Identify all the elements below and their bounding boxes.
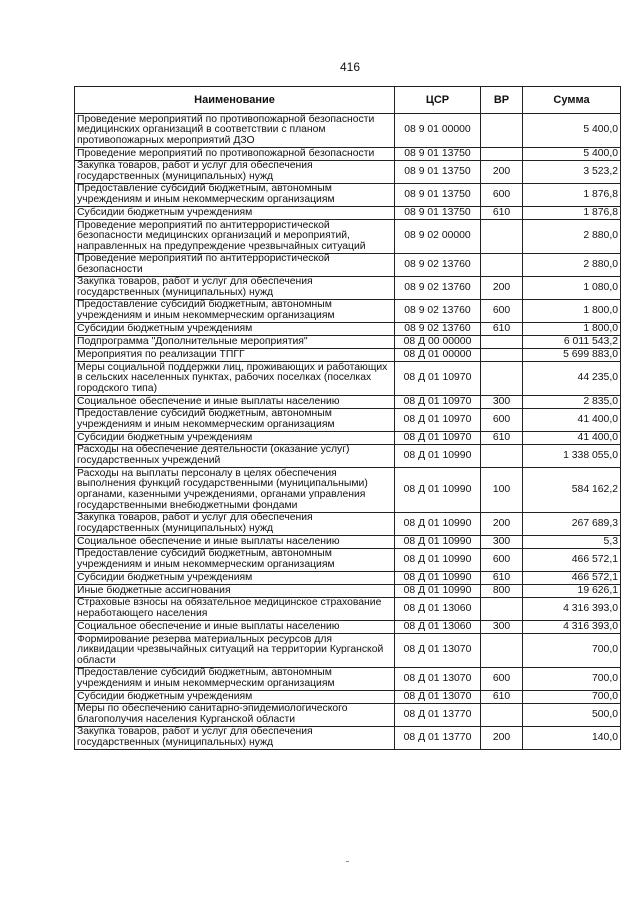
row-sum: 140,0: [523, 727, 621, 750]
row-sum: 1 338 055,0: [523, 445, 621, 468]
row-sum: 700,0: [523, 634, 621, 668]
row-name: Проведение мероприятий по антитеррористической безопасности: [75, 254, 395, 277]
row-vr: 200: [481, 161, 523, 184]
row-csr: 08 Д 01 10990: [395, 536, 481, 549]
row-name: Предоставление субсидий бюджетным, автономным учреждениям и иным некоммерческим организациям: [75, 549, 395, 572]
row-sum: 5 400,0: [523, 114, 621, 148]
row-name: Предоставление субсидий бюджетным, автономным учреждениям и иным некоммерческим организациям: [75, 184, 395, 207]
header-sum: Сумма: [523, 87, 621, 114]
row-vr: [481, 349, 523, 362]
row-csr: 08 Д 01 10990: [395, 585, 481, 598]
page-number: 416: [339, 60, 361, 74]
row-sum: 6 011 543,2: [523, 336, 621, 349]
table-row: [75, 207, 621, 220]
row-name: Субсидии бюджетным учреждениям: [75, 207, 395, 220]
row-sum: 3 523,2: [523, 161, 621, 184]
table-row: [75, 220, 621, 254]
row-name: Закупка товаров, работ и услуг для обеспечения государственных (муниципальных) нужд: [75, 277, 395, 300]
row-csr: 08 9 02 13760: [395, 277, 481, 300]
row-sum: 2 880,0: [523, 220, 621, 254]
row-sum: 5 699 883,0: [523, 349, 621, 362]
row-vr: 200: [481, 277, 523, 300]
row-csr: 08 9 01 00000: [395, 114, 481, 148]
table-row: [75, 621, 621, 634]
row-sum: 700,0: [523, 691, 621, 704]
budget-table: [74, 86, 621, 750]
table-row: [75, 549, 621, 572]
table-row: [75, 691, 621, 704]
row-sum: 5 400,0: [523, 148, 621, 161]
row-sum: 1 876,8: [523, 207, 621, 220]
row-name: Закупка товаров, работ и услуг для обеспечения государственных (муниципальных) нужд: [75, 513, 395, 536]
row-csr: 08 9 01 13750: [395, 184, 481, 207]
row-sum: 1 800,0: [523, 300, 621, 323]
row-name: Социальное обеспечение и иные выплаты населению: [75, 536, 395, 549]
row-vr: 610: [481, 572, 523, 585]
table-row: [75, 409, 621, 432]
table-row: [75, 468, 621, 513]
row-vr: [481, 254, 523, 277]
row-csr: 08 9 01 13750: [395, 148, 481, 161]
row-csr: 08 Д 01 13060: [395, 598, 481, 621]
row-name: Закупка товаров, работ и услуг для обеспечения государственных (муниципальных) нужд: [75, 727, 395, 750]
table-body: [75, 114, 621, 750]
table-row: [75, 572, 621, 585]
table-row: [75, 432, 621, 445]
row-vr: [481, 336, 523, 349]
row-vr: 600: [481, 184, 523, 207]
row-csr: 08 Д 01 10990: [395, 549, 481, 572]
row-csr: 08 Д 01 13770: [395, 704, 481, 727]
row-csr: 08 Д 01 13070: [395, 668, 481, 691]
row-name: Страховые взносы на обязательное медицинское страхование неработающего населения: [75, 598, 395, 621]
row-vr: 610: [481, 323, 523, 336]
header-vr: ВР: [481, 87, 523, 114]
row-sum: 466 572,1: [523, 572, 621, 585]
row-vr: [481, 598, 523, 621]
row-vr: [481, 220, 523, 254]
table-row: [75, 277, 621, 300]
row-vr: 200: [481, 727, 523, 750]
row-vr: 800: [481, 585, 523, 598]
row-vr: 300: [481, 536, 523, 549]
table-row: [75, 349, 621, 362]
row-name: Предоставление субсидий бюджетным, автономным учреждениям и иным некоммерческим организациям: [75, 668, 395, 691]
table-row: [75, 323, 621, 336]
row-vr: 610: [481, 432, 523, 445]
row-name: Закупка товаров, работ и услуг для обеспечения государственных (муниципальных) нужд: [75, 161, 395, 184]
row-vr: [481, 634, 523, 668]
row-name: Мероприятия по реализации ТПГГ: [75, 349, 395, 362]
row-csr: 08 Д 01 10990: [395, 513, 481, 536]
row-name: Проведение мероприятий по противопожарной безопасности: [75, 148, 395, 161]
row-csr: 08 Д 01 13770: [395, 727, 481, 750]
table-row: [75, 396, 621, 409]
table-row: [75, 727, 621, 750]
row-sum: 4 316 393,0: [523, 598, 621, 621]
row-vr: 300: [481, 396, 523, 409]
row-sum: 1 080,0: [523, 277, 621, 300]
row-vr: 100: [481, 468, 523, 513]
row-name: Субсидии бюджетным учреждениям: [75, 691, 395, 704]
row-sum: 1 800,0: [523, 323, 621, 336]
row-sum: 466 572,1: [523, 549, 621, 572]
row-csr: 08 Д 01 13070: [395, 691, 481, 704]
row-vr: 300: [481, 621, 523, 634]
table-row: [75, 336, 621, 349]
row-csr: 08 Д 01 10970: [395, 432, 481, 445]
row-csr: 08 9 02 13760: [395, 323, 481, 336]
row-csr: 08 9 01 13750: [395, 161, 481, 184]
table-row: [75, 300, 621, 323]
row-sum: 2 835,0: [523, 396, 621, 409]
row-csr: 08 Д 01 13070: [395, 634, 481, 668]
table-header-row: [75, 87, 621, 114]
table-row: [75, 148, 621, 161]
row-csr: 08 9 02 13760: [395, 254, 481, 277]
row-name: Предоставление субсидий бюджетным, автономным учреждениям и иным некоммерческим организациям: [75, 300, 395, 323]
table-row: [75, 362, 621, 396]
row-csr: 08 Д 01 10990: [395, 445, 481, 468]
row-name: Предоставление субсидий бюджетным, автономным учреждениям и иным некоммерческим организациям: [75, 409, 395, 432]
scan-mark: [346, 861, 349, 862]
row-csr: 08 Д 01 10990: [395, 468, 481, 513]
row-vr: 600: [481, 668, 523, 691]
table-row: [75, 634, 621, 668]
row-name: Формирование резерва материальных ресурсов для ликвидации чрезвычайных ситуаций на территории Курганской области: [75, 634, 395, 668]
table-row: [75, 161, 621, 184]
row-vr: 600: [481, 300, 523, 323]
row-name: Социальное обеспечение и иные выплаты населению: [75, 396, 395, 409]
row-csr: 08 Д 00 00000: [395, 336, 481, 349]
row-sum: 44 235,0: [523, 362, 621, 396]
row-csr: 08 Д 01 10990: [395, 572, 481, 585]
row-csr: 08 9 02 00000: [395, 220, 481, 254]
row-name: Субсидии бюджетным учреждениям: [75, 572, 395, 585]
table-row: [75, 536, 621, 549]
row-vr: 600: [481, 409, 523, 432]
header-name: Наименование: [75, 87, 395, 114]
table-row: [75, 668, 621, 691]
row-sum: 1 876,8: [523, 184, 621, 207]
row-name: Проведение мероприятий по антитеррористической безопасности медицинских организаций и мероприятий, направленных на предупреждение чрезвычайных ситуаций: [75, 220, 395, 254]
row-sum: 4 316 393,0: [523, 621, 621, 634]
row-vr: 600: [481, 549, 523, 572]
row-name: Меры социальной поддержки лиц, проживающих и работающих в сельских населенных пунктах, рабочих поселках (поселках городского типа): [75, 362, 395, 396]
row-name: Расходы на обеспечение деятельности (оказание услуг) государственных учреждений: [75, 445, 395, 468]
row-csr: 08 Д 01 13060: [395, 621, 481, 634]
row-csr: 08 Д 01 00000: [395, 349, 481, 362]
row-vr: [481, 148, 523, 161]
row-sum: 267 689,3: [523, 513, 621, 536]
table-row: [75, 184, 621, 207]
table-row: [75, 585, 621, 598]
row-csr: 08 9 01 13750: [395, 207, 481, 220]
table-row: [75, 513, 621, 536]
row-csr: 08 Д 01 10970: [395, 396, 481, 409]
row-sum: 500,0: [523, 704, 621, 727]
row-vr: 200: [481, 513, 523, 536]
table-row: [75, 598, 621, 621]
table-row: [75, 114, 621, 148]
row-sum: 2 880,0: [523, 254, 621, 277]
row-csr: 08 9 02 13760: [395, 300, 481, 323]
row-sum: 41 400,0: [523, 432, 621, 445]
row-vr: [481, 362, 523, 396]
row-name: Иные бюджетные ассигнования: [75, 585, 395, 598]
row-vr: 610: [481, 691, 523, 704]
row-name: Социальное обеспечение и иные выплаты населению: [75, 621, 395, 634]
row-vr: [481, 704, 523, 727]
row-sum: 19 626,1: [523, 585, 621, 598]
row-name: Проведение мероприятий по противопожарной безопасности медицинских организаций в соответствии с планом противопожарных мероприятий ДЗО: [75, 114, 395, 148]
row-sum: 584 162,2: [523, 468, 621, 513]
row-sum: 700,0: [523, 668, 621, 691]
table-row: [75, 445, 621, 468]
row-name: Подпрограмма "Дополнительные мероприятия": [75, 336, 395, 349]
row-csr: 08 Д 01 10970: [395, 409, 481, 432]
row-sum: 5,3: [523, 536, 621, 549]
row-vr: [481, 114, 523, 148]
row-vr: [481, 445, 523, 468]
header-csr: ЦСР: [395, 87, 481, 114]
row-name: Меры по обеспечению санитарно-эпидемиологического благополучия населения Курганской области: [75, 704, 395, 727]
row-csr: 08 Д 01 10970: [395, 362, 481, 396]
row-sum: 41 400,0: [523, 409, 621, 432]
row-name: Расходы на выплаты персоналу в целях обеспечения выполнения функций государственными (муниципальными) органами, казенными учреждениями, органами управления государственными внебюджетными фондами: [75, 468, 395, 513]
table-row: [75, 704, 621, 727]
row-name: Субсидии бюджетным учреждениям: [75, 323, 395, 336]
row-name: Субсидии бюджетным учреждениям: [75, 432, 395, 445]
row-vr: 610: [481, 207, 523, 220]
table-row: [75, 254, 621, 277]
